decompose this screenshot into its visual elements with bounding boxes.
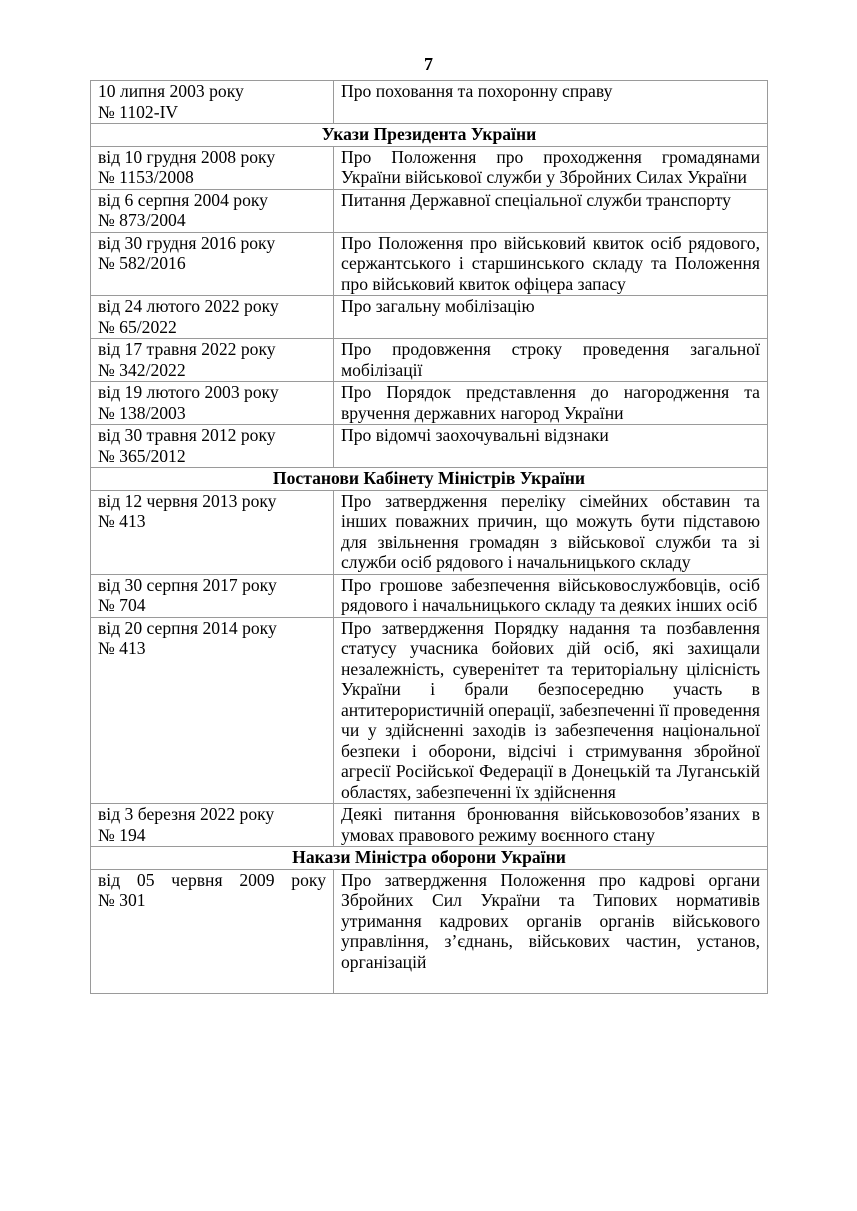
act-title: Питання Державної спеціальної служби транспорту <box>341 189 731 210</box>
act-title-cell <box>334 146 768 189</box>
act-date: від 17 травня 2022 року <box>98 339 276 359</box>
table-row <box>91 490 768 574</box>
act-date-cell <box>91 232 334 296</box>
cell-trailing-space <box>341 972 760 992</box>
act-title: Про затвердження Положення про кадрові органи Збройних Сил України та Типових нормативів утримання кадрових органів органів військового управління, з’єднань, військових частин, установ, організацій <box>341 869 760 972</box>
act-date-cell <box>91 81 334 124</box>
legal-acts-table-body <box>91 81 768 994</box>
act-date: від 6 серпня 2004 року <box>98 189 268 210</box>
table-row <box>91 81 768 124</box>
act-title: Про затвердження Порядку надання та позбавлення статусу учасника бойових дій осіб, які захищали незалежність, суверенітет та територіальну цілісність України і брали безпосередню участь в антитерористичній операції, забезпеченні її проведення чи у здійсненні заходів із забезпечення національної безпеки і оборони, відсічі і стримування збройної агресії Російської Федерації в Донецькій та Луганській областях, забезпеченні їх здійснення <box>341 617 760 802</box>
table-row <box>91 146 768 189</box>
act-number: № 301 <box>98 890 146 910</box>
act-title: Про продовження строку проведення загальної мобілізації <box>341 339 760 380</box>
section-header-row <box>91 124 768 147</box>
act-title: Про затвердження переліку сімейних обставин та інших поважних причин, що можуть бути підставою для звільнення громадян з військової служби та зі служби осіб рядового і начальницького складу <box>341 490 760 572</box>
act-title-cell <box>334 232 768 296</box>
act-number: № 365/2012 <box>98 445 186 466</box>
legal-acts-table <box>90 80 768 994</box>
section-title: Накази Міністра оборони України <box>91 847 768 870</box>
act-title-cell <box>334 804 768 847</box>
table-row <box>91 189 768 232</box>
act-date: від 30 грудня 2016 року <box>98 232 276 253</box>
act-date-cell <box>91 617 334 804</box>
act-date: від 24 лютого 2022 року <box>98 296 279 316</box>
table-row <box>91 425 768 468</box>
act-title-cell <box>334 382 768 425</box>
table-row <box>91 232 768 296</box>
act-title-cell <box>334 339 768 382</box>
act-title-cell <box>334 490 768 574</box>
act-date: від 3 березня 2022 року <box>98 804 275 824</box>
act-number: № 1153/2008 <box>98 167 194 187</box>
act-title: Про грошове забезпечення військовослужбовців, осіб рядового і начальницького складу та деяких інших осіб <box>341 574 760 615</box>
act-number: № 413 <box>98 638 146 658</box>
act-number: № 582/2016 <box>98 253 186 273</box>
table-row <box>91 339 768 382</box>
act-number: № 342/2022 <box>98 359 186 380</box>
table-row <box>91 804 768 847</box>
act-title: Деякі питання бронювання військовозобов’язаних в умовах правового режиму воєнного стану <box>341 804 760 845</box>
act-date: від 05 червня 2009 року <box>98 869 326 890</box>
act-number: № 1102-IV <box>98 101 179 122</box>
act-title: Про поховання та похоронну справу <box>341 81 613 101</box>
table-row <box>91 382 768 425</box>
act-date-cell <box>91 382 334 425</box>
act-date: від 30 травня 2012 року <box>98 425 276 445</box>
act-date-cell <box>91 189 334 232</box>
act-title-cell <box>334 81 768 124</box>
act-title-cell <box>334 574 768 617</box>
act-date-cell <box>91 425 334 468</box>
act-date: від 12 червня 2013 року <box>98 490 277 511</box>
act-number: № 704 <box>98 595 146 615</box>
act-date: від 19 лютого 2003 року <box>98 382 279 402</box>
act-title: Про загальну мобілізацію <box>341 296 535 316</box>
act-title-cell <box>334 296 768 339</box>
act-title: Про Положення про військовий квиток осіб рядового, сержантського і старшинського складу та Положення про військовий квиток офіцера запасу <box>341 232 760 294</box>
act-title: Про Положення про проходження громадянами України військової служби у Збройних Силах України <box>341 146 760 187</box>
act-number: № 873/2004 <box>98 210 186 230</box>
act-date-cell <box>91 296 334 339</box>
section-header-row <box>91 468 768 491</box>
act-date-cell <box>91 490 334 574</box>
act-date-cell <box>91 804 334 847</box>
act-title-cell <box>334 617 768 804</box>
act-date-cell <box>91 574 334 617</box>
act-number: № 65/2022 <box>98 316 177 337</box>
table-row <box>91 574 768 617</box>
table-row <box>91 296 768 339</box>
section-header-row <box>91 847 768 870</box>
page-number: 7 <box>424 54 433 74</box>
section-title: Постанови Кабінету Міністрів України <box>91 468 768 491</box>
act-title-cell <box>334 189 768 232</box>
act-date-cell <box>91 146 334 189</box>
act-title: Про Порядок представлення до нагородження та вручення державних нагород України <box>341 382 760 423</box>
act-number: № 413 <box>98 511 146 531</box>
table-row <box>91 869 768 994</box>
act-date: від 10 грудня 2008 року <box>98 146 276 167</box>
act-date: 10 липня 2003 року <box>98 81 244 101</box>
section-title: Укази Президента України <box>91 124 768 147</box>
act-number: № 138/2003 <box>98 402 186 423</box>
act-title-cell <box>334 869 768 994</box>
table-row <box>91 617 768 804</box>
act-date-cell <box>91 339 334 382</box>
act-number: № 194 <box>98 824 146 845</box>
act-date: від 30 серпня 2017 року <box>98 574 277 595</box>
act-date-cell <box>91 869 334 994</box>
act-date: від 20 серпня 2014 року <box>98 617 277 638</box>
act-title-cell <box>334 425 768 468</box>
act-title: Про відомчі заохочувальні відзнаки <box>341 425 609 445</box>
